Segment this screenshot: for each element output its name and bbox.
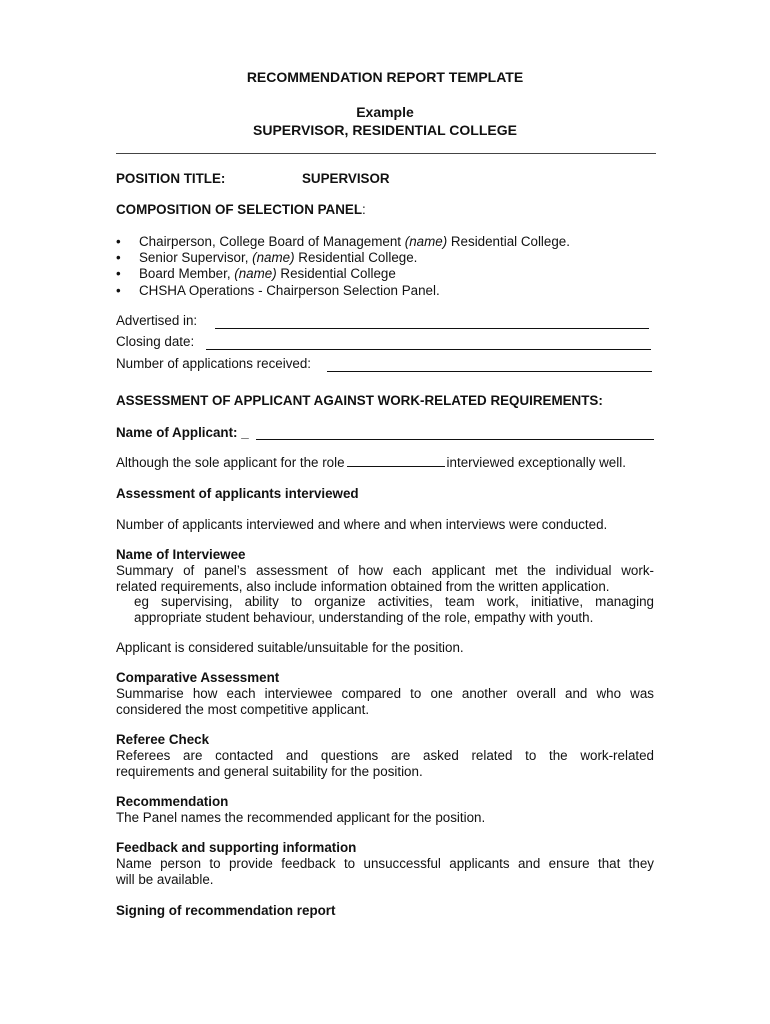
referee-text: Referees are contacted and questions are asked related to the work-related requirements and general suitability for the position. — [116, 748, 654, 779]
document-subtitle: SUPERVISOR, RESIDENTIAL COLLEGE — [253, 122, 517, 138]
advertised-label: Advertised in: — [116, 313, 198, 328]
referee-heading: Referee Check — [116, 732, 210, 747]
applicant-name-label: Name of Applicant: _ — [116, 425, 249, 440]
document-title: RECOMMENDATION REPORT TEMPLATE — [246, 69, 524, 85]
feedback-text: Name person to provide feedback to unsuccessful applicants and ensure that they will be available. — [116, 856, 654, 887]
list-item: • Senior Supervisor, (name) Residential College. — [116, 250, 418, 265]
bullet-icon: • — [116, 234, 121, 249]
panel-heading: COMPOSITION OF SELECTION PANEL: — [116, 202, 366, 217]
bullet-icon: • — [116, 266, 121, 281]
feedback-heading: Feedback and supporting information — [116, 840, 357, 855]
sole-applicant-text: Although the sole applicant for the role interviewed exceptionally well. — [116, 455, 626, 470]
applicant-name-field[interactable] — [256, 439, 654, 440]
signing-heading: Signing of recommendation report — [116, 903, 336, 918]
applications-field[interactable] — [327, 371, 652, 372]
list-item: • Board Member, (name) Residential College — [116, 266, 396, 281]
comparative-heading: Comparative Assessment — [116, 670, 280, 685]
interviewed-text: Number of applicants interviewed and where and when interviews were conducted. — [116, 517, 608, 532]
interviewee-heading: Name of Interviewee — [116, 547, 246, 562]
document-example-label: Example — [356, 104, 414, 120]
header-divider — [116, 153, 656, 154]
interviewee-examples: eg supervising, ability to organize activities, team work, initiative, managing appropriate student behaviour, understanding of the role, empathy with youth. — [134, 594, 654, 625]
position-title-value: SUPERVISOR — [302, 171, 390, 186]
suitability-text: Applicant is considered suitable/unsuitable for the position. — [116, 640, 464, 655]
position-title-label: POSITION TITLE: — [116, 171, 226, 186]
applications-label: Number of applications received: — [116, 356, 312, 371]
advertised-field[interactable] — [215, 328, 649, 329]
assessment-heading: ASSESSMENT OF APPLICANT AGAINST WORK-RELATED REQUIREMENTS: — [116, 393, 603, 408]
bullet-icon: • — [116, 250, 121, 265]
bullet-icon: • — [116, 283, 121, 298]
interviewed-heading: Assessment of applicants interviewed — [116, 486, 359, 501]
comparative-text: Summarise how each interviewee compared to one another overall and who was considered the most competitive applicant. — [116, 686, 654, 717]
interviewee-summary: Summary of panel’s assessment of how each applicant met the individual work- related requirements, also include information obtained from the written application. — [116, 563, 654, 594]
list-item: • CHSHA Operations - Chairperson Selection Panel. — [116, 283, 440, 298]
closing-date-field[interactable] — [206, 349, 651, 350]
closing-date-label: Closing date: — [116, 334, 195, 349]
recommendation-heading: Recommendation — [116, 794, 229, 809]
recommendation-text: The Panel names the recommended applicant for the position. — [116, 810, 486, 825]
list-item: • Chairperson, College Board of Management (name) Residential College. — [116, 234, 570, 249]
role-blank[interactable] — [347, 455, 445, 467]
